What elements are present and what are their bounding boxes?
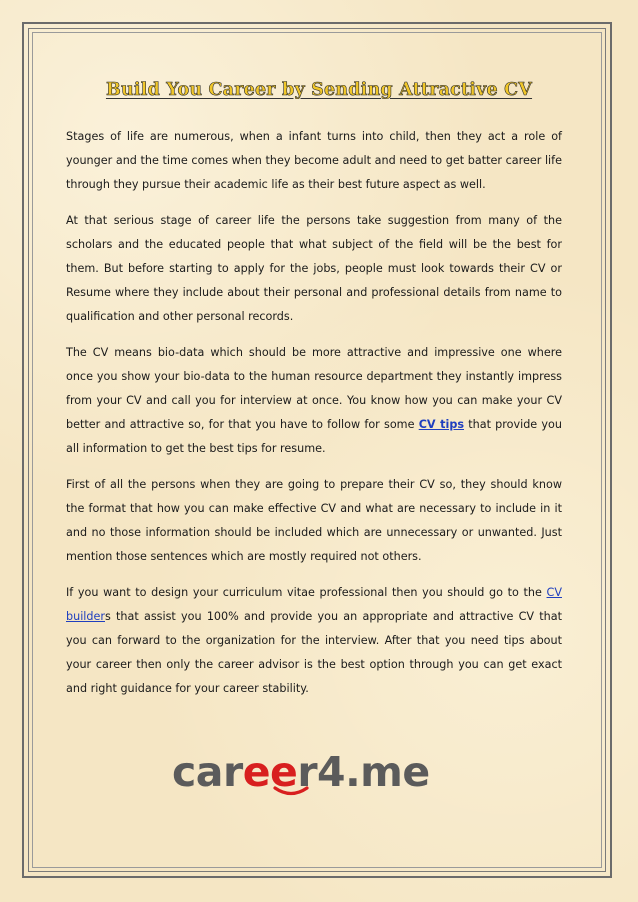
paragraph-3-text-after: that provide you all information to get the best tips for resume.: [66, 418, 562, 455]
paragraph-2: At that serious stage of career life the persons take suggestion from many of the scholars and the educated people that what subject of the field will be the best for them. But before starting to apply for the jobs, people must look towards their CV or Resume where they include about their personal and professional details from name to qualification and other personal records.: [66, 214, 562, 323]
paragraph-3-text-before: The CV means bio-data which should be more attractive and impressive one where once you show your bio-data to the human resource department they instantly impress from your CV and call you for interview at once. You know how you can make your CV better and attractive so, for that you have to follow for some: [66, 346, 562, 431]
logo-text-part2: r4.me: [297, 748, 430, 796]
document-title: Build You Career by Sending Attractive CV: [105, 80, 533, 100]
logo-smile-icon: [272, 786, 310, 798]
cv-builder-link[interactable]: CV builder: [66, 586, 562, 623]
logo-text-part1: car: [172, 748, 243, 796]
paragraph-5: [66, 581, 562, 701]
paragraph-3: [66, 341, 562, 461]
logo-text-accent: ee: [242, 748, 298, 796]
career4me-logo: [172, 742, 472, 802]
paragraph-1: Stages of life are numerous, when a infant turns into child, then they act a role of younger and the time comes when they become adult and need to get batter career life through they pursue their academic life as their best future aspect as well.: [66, 130, 562, 191]
cv-tips-link[interactable]: [419, 418, 464, 431]
paragraph-5-text-after: s that assist you 100% and provide you an appropriate and attractive CV that you can forward to the organization for the interview. After that you need tips about your career then only the career advisor is the best option through you can get exact and right guidance for your career stability.: [66, 610, 562, 695]
article-body: [66, 125, 562, 713]
cv-tips-link-label: CV tips: [418, 418, 464, 431]
paragraph-5-text-before: If you want to design your curriculum vitae professional then you should go to the: [66, 586, 547, 599]
paragraph-4: First of all the persons when they are going to prepare their CV so, they should know the format that how you can make effective CV and what are necessary to include in it and no those information should be included which are unnecessary or unwanted. Just mention those sentences which are mostly required not others.: [66, 478, 562, 563]
